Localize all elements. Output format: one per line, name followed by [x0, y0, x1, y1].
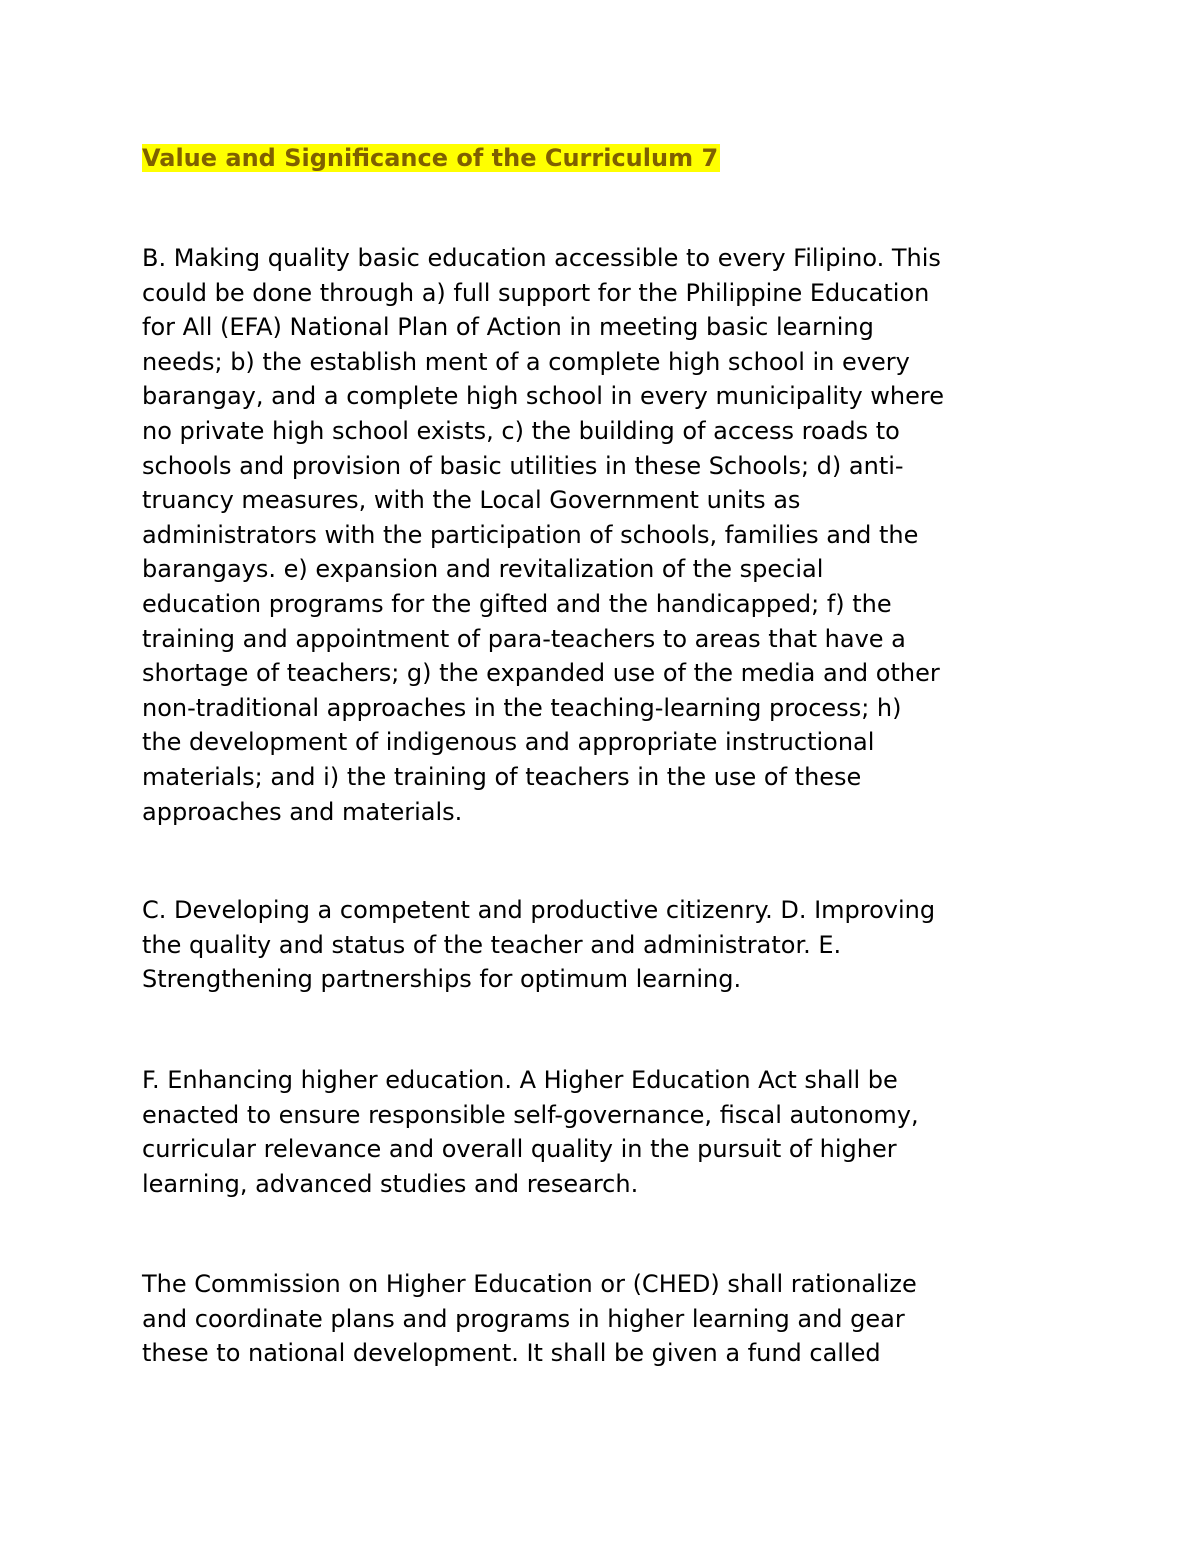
paragraph-b: B. Making quality basic education accessible to every Filipino. This could be done through a) full support for the Philippine Education for All (EFA) National Plan of Action in meeting basic learning needs; b) the establish ment of a complete high school in every barangay, and a complete high school in every municipality where no private high school exists, c) the building of access roads to schools and provision of basic utilities in these Schools; d) anti- truancy measures, with the Local Government units as administrators with the participation of schools, families and the barangays. e) expansion and revitalization of the special education programs for the gifted and the handicapped; f) the training and appointment of para-teachers to areas that have a shortage of teachers; g) the expanded use of the media and other non-traditional approaches in the teaching-learning process; h) the development of indigenous and appropriate instructional materials; and i) the training of teachers in the use of these approaches and materials. [142, 244, 945, 826]
paragraph-ched: The Commission on Higher Education or (CHED) shall rationalize and coordinate plans and programs in higher learning and gear these to national development. It shall be given a fund called [142, 1270, 917, 1368]
paragraph-f: F. Enhancing higher education. A Higher Education Act shall be enacted to ensure responsible self-governance, fiscal autonomy, curricular relevance and overall quality in the pursuit of higher learning, advanced studies and research. [142, 1066, 919, 1198]
paragraph-c-d-e: C. Developing a competent and productive citizenry. D. Improving the quality and status of the teacher and administrator. E. Strengthening partnerships for optimum learning. [142, 896, 936, 994]
document-title: Value and Significance of the Curriculum 7 [142, 144, 719, 172]
document-title-line [142, 140, 720, 176]
